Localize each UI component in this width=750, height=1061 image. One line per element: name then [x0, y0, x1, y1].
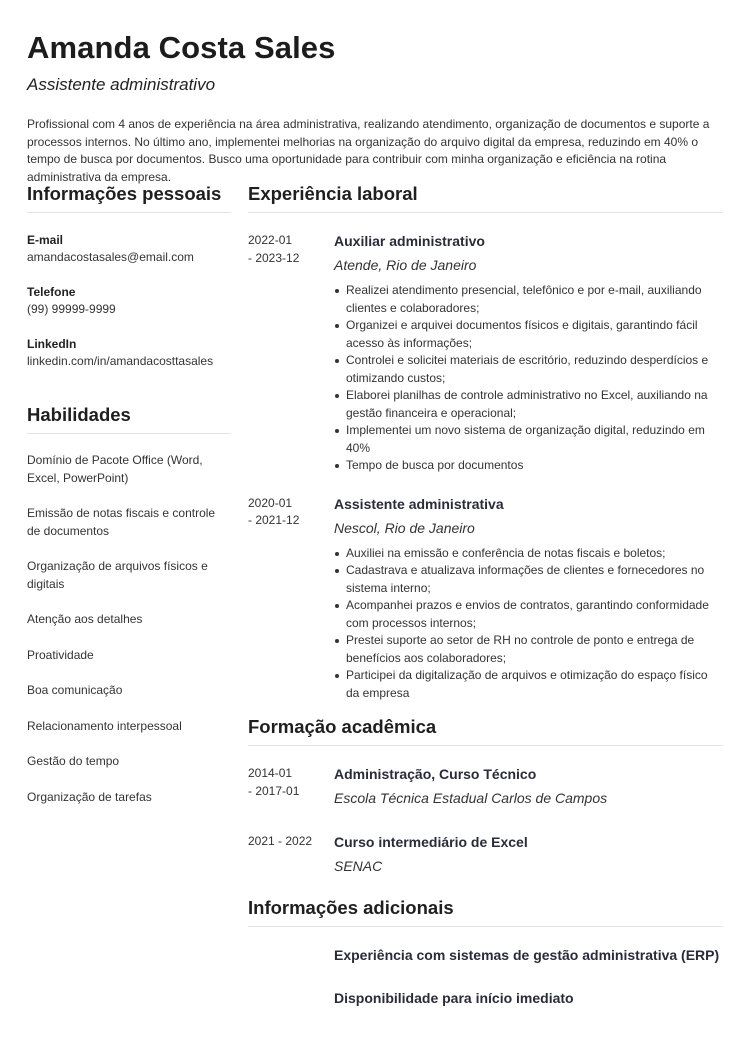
job-bullet: Controlei e solicitei materiais de escritório, reduzindo desperdícios e otimizando custos; — [346, 352, 723, 387]
job-bullet: Tempo de busca por documentos — [346, 457, 723, 475]
linkedin-label: LinkedIn — [27, 337, 77, 351]
job-date-end: - 2023-12 — [248, 250, 300, 265]
job-date — [248, 232, 328, 267]
phone-block — [27, 284, 231, 318]
skill-item: Organização de tarefas — [27, 789, 152, 804]
email-label: E-mail — [27, 233, 64, 247]
skill-item: Relacionamento interpessoal — [27, 718, 182, 733]
job-date-start: 2020-01 — [248, 495, 293, 510]
job-entry — [248, 232, 723, 475]
skill-item: Proatividade — [27, 647, 94, 662]
additional-body — [334, 946, 723, 964]
job-company: Nescol, Rio de Janeiro — [334, 519, 475, 536]
education-heading: Formação acadêmica — [248, 716, 723, 746]
job-bullet: Implementei um novo sistema de organização digital, reduzindo em 40% — [346, 422, 723, 457]
job-body — [334, 495, 723, 703]
job-bullet: Acompanhei prazos e envios de contratos, garantindo conformidade com processos internos; — [346, 597, 723, 632]
education-body — [334, 833, 723, 875]
education-date-start: 2021 - 2022 — [248, 834, 313, 848]
additional-entry — [248, 989, 723, 1007]
job-role: Auxiliar administrativo — [334, 233, 485, 249]
job-body — [334, 232, 723, 475]
education-date — [248, 833, 328, 851]
job-bullets — [334, 545, 723, 703]
phone-value: (99) 99999-9999 — [27, 302, 116, 316]
education-date — [248, 765, 328, 800]
job-bullet: Organizei e arquivei documentos físicos e digitais, garantindo fácil acesso às informações; — [346, 317, 723, 352]
experience-heading: Experiência laboral — [248, 183, 723, 213]
job-bullet: Auxiliei na emissão e conferência de notas fiscais e boletos; — [346, 545, 723, 563]
additional-item: Disponibilidade para início imediato — [334, 990, 574, 1006]
right-column — [248, 183, 723, 1007]
job-date-end: - 2021-12 — [248, 513, 300, 527]
job-bullets — [334, 282, 723, 475]
education-school: Escola Técnica Estadual Carlos de Campos — [334, 790, 608, 806]
job-entry — [248, 495, 723, 703]
education-course: Administração, Curso Técnico — [334, 766, 537, 782]
job-bullet: Elaborei planilhas de controle administrativo no Excel, auxiliando na gestão financeira e operacional; — [346, 387, 723, 422]
education-date-end: - 2017-01 — [248, 783, 300, 798]
education-entry — [248, 833, 723, 875]
personal-info-heading: Informações pessoais — [27, 183, 231, 213]
skill-item: Atenção aos detalhes — [27, 612, 143, 626]
additional-info-heading: Informações adicionais — [248, 897, 723, 927]
job-bullet: Cadastrava e atualizava informações de clientes e fornecedores no sistema interno; — [346, 562, 723, 597]
job-bullet: Participei da digitalização de arquivos e otimização do espaço físico da empresa — [346, 667, 723, 702]
education-body — [334, 765, 723, 807]
linkedin-block — [27, 336, 231, 370]
skill-item: Domínio de Pacote Office (Word, Excel, PowerPoint) — [27, 453, 203, 485]
job-date-start: 2022-01 — [248, 233, 293, 247]
job-role: Assistente administrativa — [334, 495, 504, 512]
job-bullet: Prestei suporte ao setor de RH no controle de ponto e entrega de benefícios aos colaboradores; — [346, 632, 723, 667]
phone-label: Telefone — [27, 285, 76, 299]
email-value: amandacostasales@email.com — [27, 250, 194, 264]
education-date-start: 2014-01 — [248, 766, 293, 780]
job-bullet: Realizei atendimento presencial, telefônico e por e-mail, auxiliando clientes e colaboradores; — [346, 282, 723, 317]
skill-item: Gestão do tempo — [27, 754, 120, 768]
professional-summary: Profissional com 4 anos de experiência na área administrativa, realizando atendimento, organização de documentos e suporte a processos internos. No último ano, implementei melhorias na organização do arquivo digital da empresa, reduzindo em 40% o tempo de busca por documentos. Busco uma oportunidade para contribuir com minha organização e eficiência na rotina administrativa da empresa. — [27, 117, 710, 184]
candidate-name: Amanda Costa Sales — [27, 30, 336, 65]
linkedin-value: linkedin.com/in/amandacosttasales — [27, 354, 214, 368]
education-entry — [248, 765, 723, 807]
skill-item: Organização de arquivos físicos e digitais — [27, 559, 208, 591]
education-school: SENAC — [334, 858, 383, 874]
email-block — [27, 232, 231, 266]
additional-item: Experiência com sistemas de gestão administrativa (ERP) — [334, 947, 720, 963]
additional-entry — [248, 946, 723, 964]
skill-item: Boa comunicação — [27, 683, 123, 697]
job-company: Atende, Rio de Janeiro — [334, 257, 477, 273]
additional-body — [334, 989, 723, 1007]
skill-item: Emissão de notas fiscais e controle de documentos — [27, 506, 216, 538]
left-column — [27, 183, 231, 806]
job-title: Assistente administrativo — [27, 75, 216, 94]
skills-heading: Habilidades — [27, 404, 231, 434]
job-date — [248, 495, 328, 530]
education-course: Curso intermediário de Excel — [334, 834, 528, 850]
